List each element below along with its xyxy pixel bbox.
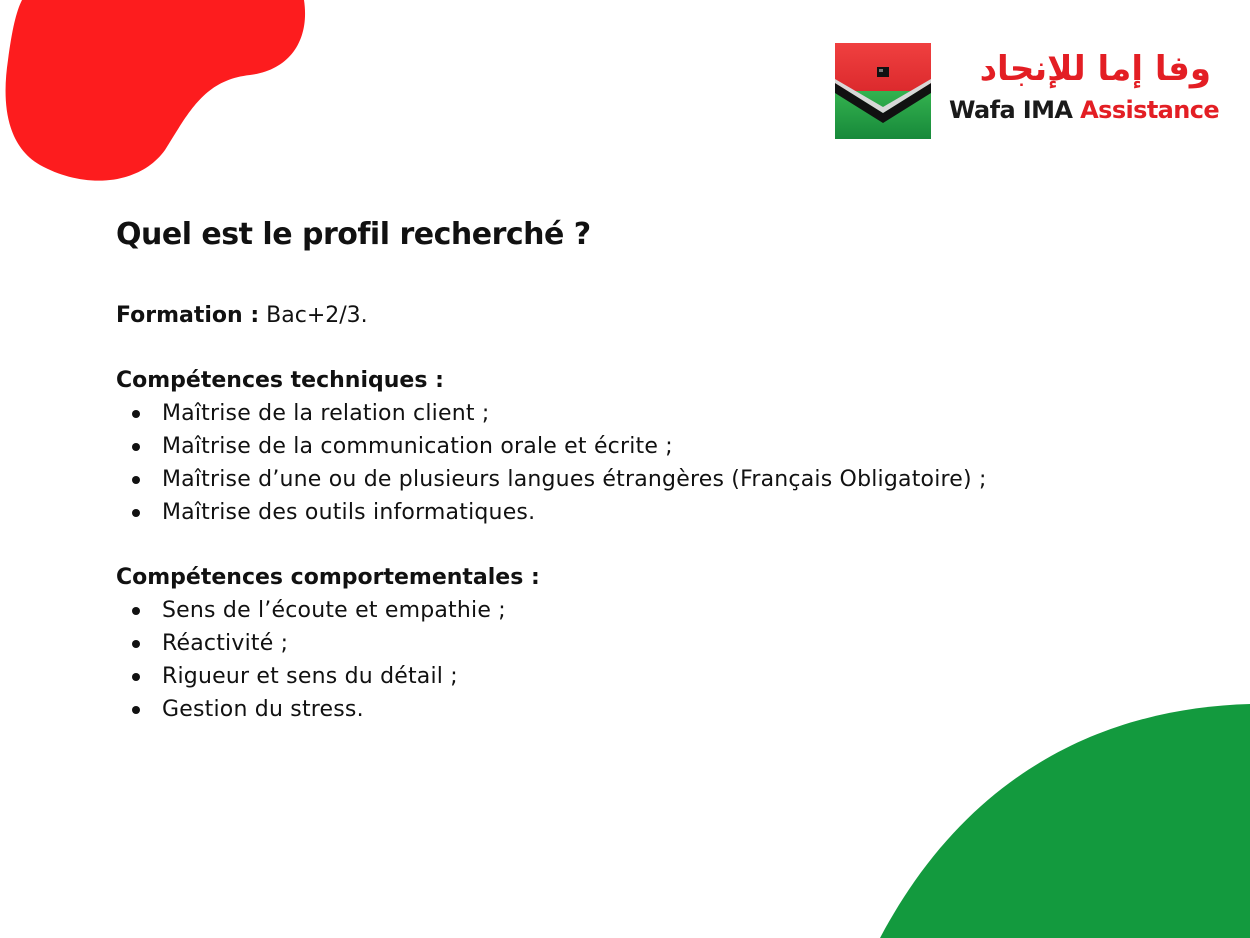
logo-latin-text [949,95,1219,125]
list-item: Maîtrise de la relation client ; [162,397,990,430]
technical-skills-title: Compétences techniques : [116,368,444,393]
green-decor-shape [850,698,1250,938]
logo-latin-part2: Assistance [1080,96,1220,124]
company-logo [835,43,1220,141]
behavioral-skills-section [116,562,990,726]
profile-content [116,212,990,726]
list-item: Maîtrise de la communication orale et écrite ; [162,430,990,463]
envelope-logo-icon [835,43,931,139]
list-item: Maîtrise d’une ou de plusieurs langues étrangères (Français Obligatoire) ; [162,463,990,496]
formation-value: Bac+2/3. [259,303,368,328]
list-item: Maîtrise des outils informatiques. [162,496,990,529]
list-item: Réactivité ; [162,627,990,660]
behavioral-skills-title: Compétences comportementales : [116,565,540,590]
list-item: Gestion du stress. [162,693,990,726]
technical-skills-list [116,397,990,529]
logo-arabic-text: وفا إما للإنجاد [979,49,1211,89]
formation-line [116,300,990,332]
behavioral-skills-list [116,594,990,726]
list-item: Rigueur et sens du détail ; [162,660,990,693]
logo-latin-part1: Wafa IMA [949,96,1081,124]
technical-skills-section [116,365,990,529]
list-item: Sens de l’écoute et empathie ; [162,594,990,627]
formation-label: Formation : [116,303,260,328]
red-decor-shape [0,0,320,190]
page-title: Quel est le profil recherché ? [116,217,591,252]
